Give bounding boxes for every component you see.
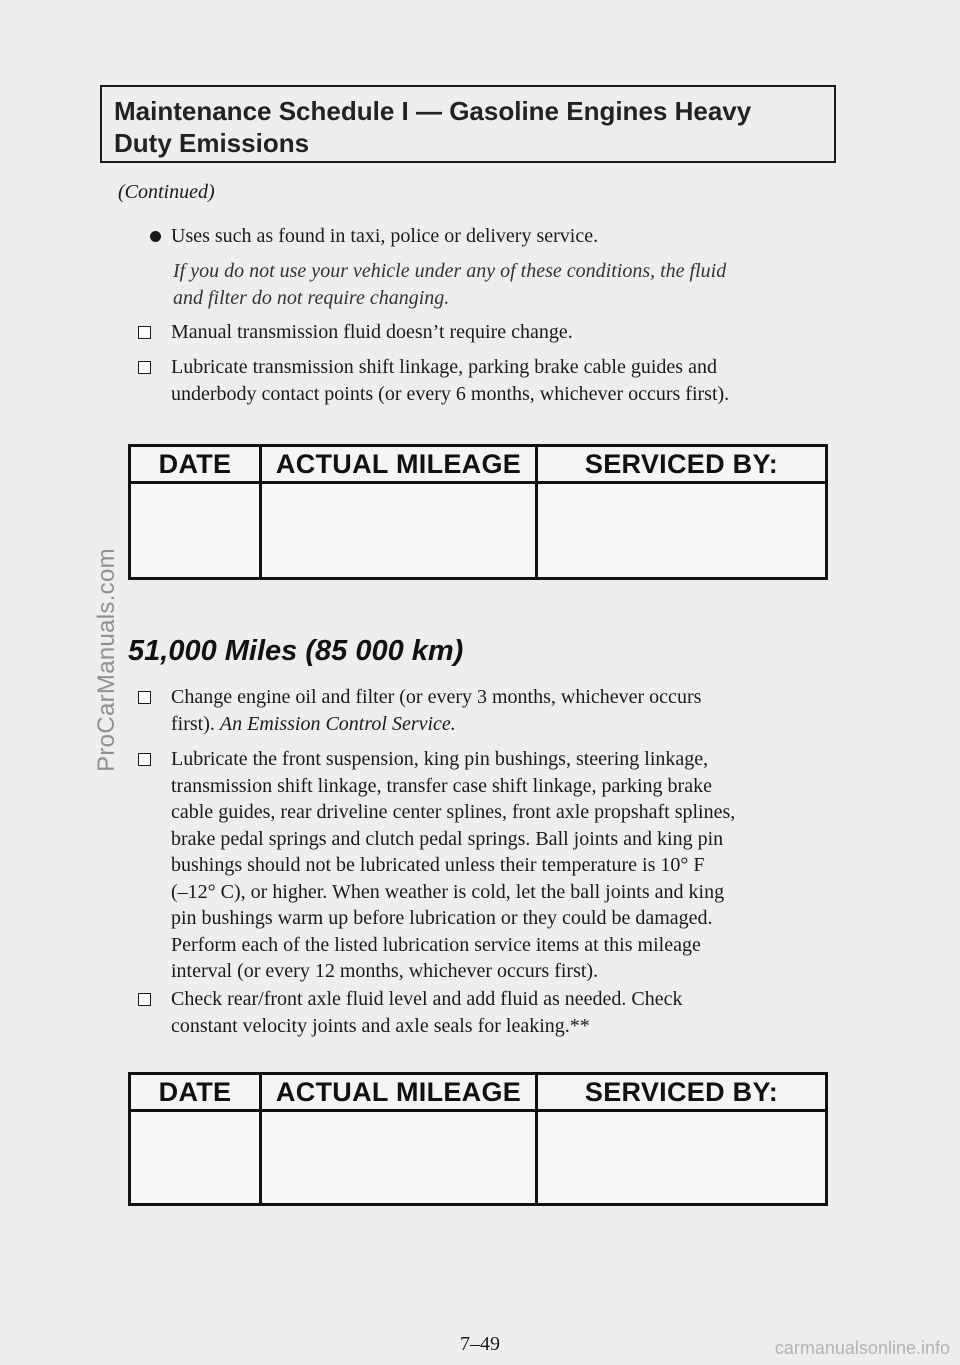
date-header: DATE <box>131 447 259 484</box>
item-text-plain: first). <box>171 712 220 735</box>
item-text-line: Check rear/front axle fluid level and add fluid as needed. Check <box>171 988 683 1010</box>
schedule-title-line1: Maintenance Schedule I — Gasoline Engines Heavy <box>114 96 752 126</box>
item-text-line: Lubricate the front suspension, king pin bushings, steering linkage, <box>171 748 709 770</box>
schedule-title-box <box>100 85 836 163</box>
bullet-dot-icon <box>150 231 161 242</box>
service-log-table-2 <box>128 1072 828 1206</box>
checklist-item-lubricate-linkage <box>138 354 838 407</box>
conditional-note-line: and filter do not require changing. <box>173 287 450 309</box>
serviced-by-entry-field[interactable] <box>535 484 825 577</box>
checkbox-icon[interactable] <box>138 361 151 374</box>
checkbox-icon[interactable] <box>138 691 151 704</box>
item-text-line: Lubricate transmission shift linkage, parking brake cable guides and <box>171 356 717 378</box>
mileage-entry-field[interactable] <box>259 484 535 577</box>
item-text-line: Change engine oil and filter (or every 3 months, whichever occurs <box>171 686 702 708</box>
mileage-entry-field[interactable] <box>259 1112 535 1203</box>
date-entry-field[interactable] <box>131 1112 259 1203</box>
checklist-item-lubricate-suspension <box>138 746 838 985</box>
checkbox-icon[interactable] <box>138 993 151 1006</box>
watermark-procarmanuals: ProCarManuals.com <box>93 548 120 772</box>
item-text-line: transmission shift linkage, transfer case shift linkage, parking brake <box>171 774 712 797</box>
serviced-by-header: SERVICED BY: <box>535 447 825 484</box>
item-text-line: bushings should not be lubricated unless their temperature is 10° F <box>171 854 705 876</box>
item-text-line: interval (or every 12 months, whichever occurs first). <box>171 960 599 982</box>
conditional-note-line: If you do not use your vehicle under any of these conditions, the fluid <box>173 260 727 282</box>
bullet-item <box>150 223 598 249</box>
service-log-table-1 <box>128 444 828 580</box>
item-text-line: brake pedal springs and clutch pedal springs. Ball joints and king pin <box>171 827 724 850</box>
item-text-line: constant velocity joints and axle seals for leaking.** <box>171 1014 590 1037</box>
item-text-line: (–12° C), or higher. When weather is cold, let the ball joints and king <box>171 880 725 903</box>
serviced-by-header: SERVICED BY: <box>535 1075 825 1112</box>
checkbox-icon[interactable] <box>138 326 151 339</box>
item-text-line: pin bushings warm up before lubrication or they could be damaged. <box>171 907 713 929</box>
checklist-item-engine-oil <box>138 684 838 737</box>
actual-mileage-header: ACTUAL MILEAGE <box>259 447 535 484</box>
serviced-by-entry-field[interactable] <box>535 1112 825 1203</box>
item-text-line: cable guides, rear driveline center splines, front axle propshaft splines, <box>171 801 736 823</box>
date-header: DATE <box>131 1075 259 1112</box>
bullet-item-text: Uses such as found in taxi, police or delivery service. <box>171 225 599 247</box>
actual-mileage-header: ACTUAL MILEAGE <box>259 1075 535 1112</box>
schedule-title-line2: Duty Emissions <box>114 128 310 158</box>
item-text-line: Manual transmission fluid doesn’t require change. <box>171 321 573 343</box>
page-number: 7–49 <box>460 1333 500 1355</box>
item-text-line: Perform each of the listed lubrication service items at this mileage <box>171 933 701 956</box>
emission-control-note: An Emission Control Service. <box>219 712 456 735</box>
conditional-note <box>173 258 833 312</box>
checklist-item-axle-fluid <box>138 986 838 1039</box>
watermark-carmanualsonline: carmanualsonline.info <box>774 1338 950 1358</box>
section-heading-51000-miles: 51,000 Miles (85 000 km) <box>128 635 464 667</box>
item-text-line <box>171 711 838 738</box>
checklist-item-manual-transmission <box>138 319 838 346</box>
checkbox-icon[interactable] <box>138 753 151 766</box>
date-entry-field[interactable] <box>131 484 259 577</box>
item-text-line: underbody contact points (or every 6 months, whichever occurs first). <box>171 382 730 405</box>
continued-label: (Continued) <box>118 181 215 203</box>
